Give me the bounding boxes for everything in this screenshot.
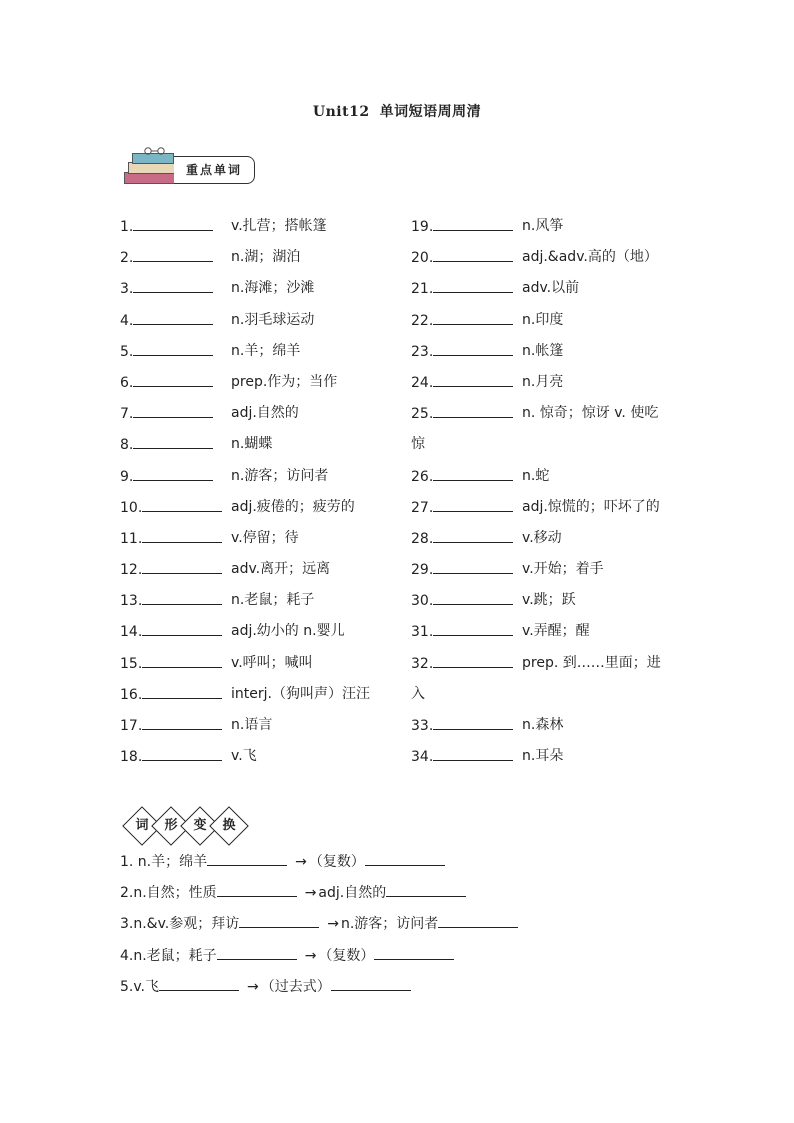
item-number: 4. [120,312,134,329]
vocab-item [120,682,390,713]
diamond-char-text: 换 [222,818,236,833]
item-number: 25. [411,406,434,423]
arrow-icon: → [295,854,307,870]
arrow-icon: → [304,885,317,902]
item-number: 18. [120,749,143,766]
item-meaning: adj.自然的 [231,405,299,422]
vocab-item [120,401,390,432]
vocab-item [120,214,390,245]
item-meaning: n. 惊奇；惊讶 v. 使吃 [522,405,659,422]
answer-blank[interactable] [433,526,513,543]
item-meaning: v.扎营；搭帐篷 [231,218,327,234]
answer-blank[interactable] [433,214,513,231]
form-suffix: adj.自然的 [318,885,387,902]
vocab-item [120,651,390,682]
item-meaning: n.海滩；沙滩 [231,280,315,297]
vocab-item [120,245,390,276]
vocab-item [120,339,390,370]
answer-blank[interactable] [433,619,513,636]
item-meaning: n.语言 [231,717,273,733]
item-number: 27. [411,499,434,516]
item-meaning: adj.幼小的 n.婴儿 [231,623,345,640]
item-number: 17. [120,718,143,734]
item-number: 13. [120,593,143,610]
item-meaning: n.蛇 [522,467,550,484]
item-number: 5. [120,343,134,360]
vocab-item [411,245,681,276]
item-number: 7. [120,406,134,423]
wrap-tail-32: 入 [411,686,425,702]
section-badge-key-words [122,148,257,190]
answer-blank[interactable] [207,849,287,866]
vocab-item [411,619,681,650]
item-number: 29. [411,562,434,579]
glasses-icon [142,147,168,155]
answer-blank[interactable] [433,245,513,262]
vocab-item [411,744,681,775]
answer-blank[interactable] [433,464,513,481]
vocab-item [411,214,681,245]
answer-blank[interactable] [433,744,513,761]
word-forms-list [120,849,518,1005]
page-title [0,101,794,121]
item-meaning: n.游客；访问者 [231,467,329,484]
form-prefix: 4.n.老鼠；耗子 [120,947,217,964]
vocab-item [411,495,681,526]
form-prefix: 3.n.&v.参观；拜访 [120,916,240,933]
item-meaning: interj.（狗叫声）汪汪 [231,685,370,702]
wrap-tail-25: 惊 [411,436,425,452]
vocab-list-right [411,214,681,775]
answer-blank[interactable] [133,276,213,293]
answer-blank[interactable] [159,974,239,991]
vocab-item [120,432,390,463]
item-number: 28. [411,530,434,547]
answer-blank[interactable] [374,943,454,960]
item-number: 21. [411,281,434,298]
item-number: 15. [120,655,143,672]
item-number: 3. [120,281,134,298]
item-meaning: adj.&adv.高的（地） [522,249,658,266]
diamond-char-text: 形 [164,818,178,833]
item-number: 14. [120,624,143,641]
answer-blank[interactable] [433,370,513,387]
item-number: 1. [120,219,134,235]
form-suffix: （复数） [318,947,375,964]
answer-blank[interactable] [239,911,319,928]
section-label: 重点单词 [174,156,255,184]
form-prefix: 1. n.羊；绵羊 [120,854,208,870]
section-badge-word-forms [124,808,244,844]
item-meaning: n.印度 [522,311,564,328]
answer-blank[interactable] [142,526,222,543]
answer-blank[interactable] [433,276,513,293]
answer-blank[interactable] [142,557,222,574]
item-number: 22. [411,312,434,329]
unit-label: Unit12 [312,104,370,120]
vocab-list-left [120,214,390,775]
item-meaning: prep. 到……里面；进 [522,654,661,671]
vocab-item [411,557,681,588]
answer-blank[interactable] [433,308,513,325]
item-number: 31. [411,624,434,641]
answer-blank[interactable] [217,943,297,960]
answer-blank[interactable] [433,339,513,356]
form-suffix: （复数） [308,854,365,870]
item-meaning: n.森林 [522,717,564,733]
item-number: 16. [120,686,143,703]
item-meaning: v.弄醒；醒 [522,623,590,640]
answer-blank[interactable] [142,682,222,699]
form-item [120,943,518,974]
item-number: 8. [120,437,134,454]
vocab-item [120,370,390,401]
answer-blank[interactable] [133,370,213,387]
form-item [120,911,518,942]
vocab-item [411,401,681,432]
answer-blank[interactable] [133,432,213,449]
item-meaning: adv.以前 [522,280,580,297]
item-number: 30. [411,593,434,610]
diamond-char-text: 词 [135,818,149,833]
item-meaning: adj.惊慌的；吓坏了的 [522,498,660,515]
answer-blank[interactable] [217,880,297,897]
form-item [120,974,518,1005]
item-number: 12. [120,562,143,579]
item-meaning: n.羊；绵羊 [231,342,301,359]
answer-blank[interactable] [142,713,222,730]
item-meaning: n.蝴蝶 [231,436,273,453]
form-prefix: 5.v.飞 [120,978,160,995]
answer-blank[interactable] [365,849,445,866]
answer-blank[interactable] [133,464,213,481]
vocab-item [411,370,681,401]
item-meaning: adj.疲倦的；疲劳的 [231,498,355,515]
item-meaning: n.耳朵 [522,748,564,765]
answer-blank[interactable] [386,880,466,897]
form-suffix: n.游客；访问者 [340,916,439,933]
item-number: 33. [411,718,434,734]
item-meaning: v.开始；着手 [522,561,604,578]
item-number: 26. [411,468,434,485]
item-meaning: v.呼叫；喊叫 [231,654,313,671]
arrow-icon: → [327,916,339,933]
vocab-item [411,308,681,339]
form-suffix: （过去式） [260,978,331,995]
arrow-icon: → [247,978,259,995]
answer-blank[interactable] [433,401,513,418]
item-meaning: prep.作为；当作 [231,373,338,390]
item-number: 32. [411,655,434,672]
item-number: 11. [120,530,143,547]
answer-blank[interactable] [142,619,222,636]
arrow-icon: → [304,947,317,964]
item-meaning: v.跳；跃 [522,592,576,609]
answer-blank[interactable] [142,744,222,761]
item-number: 23. [411,343,434,360]
vocab-item [120,276,390,307]
answer-blank[interactable] [133,245,213,262]
item-number: 20. [411,250,434,267]
answer-blank[interactable] [433,651,513,668]
vocab-item [120,744,390,775]
answer-blank[interactable] [142,588,222,605]
item-meaning: adv.离开；远离 [231,561,331,578]
answer-blank[interactable] [331,974,411,991]
answer-blank[interactable] [433,557,513,574]
item-number: 9. [120,468,134,485]
answer-blank[interactable] [133,308,213,325]
vocab-item [411,713,681,744]
answer-blank[interactable] [433,713,513,730]
item-meaning: v.飞 [231,748,257,765]
vocab-item [411,464,681,495]
title-text: 单词短语周周清 [379,104,482,120]
item-number: 34. [411,749,434,766]
item-meaning: v.移动 [522,529,562,546]
answer-blank[interactable] [433,495,513,512]
item-number: 24. [411,374,434,391]
form-prefix: 2.n.自然；性质 [120,885,217,902]
diamond-char [209,806,249,846]
vocab-item [411,526,681,557]
form-item [120,880,518,911]
item-meaning: n.帐篷 [522,342,564,359]
answer-blank[interactable] [142,651,222,668]
wrap-spacer [411,432,681,463]
vocab-item [120,713,390,744]
answer-blank[interactable] [133,339,213,356]
wrap-spacer [411,682,681,713]
answer-blank[interactable] [133,214,213,231]
vocab-item [411,651,681,682]
answer-blank[interactable] [433,588,513,605]
item-meaning: v.停留；待 [231,529,299,546]
form-item [120,849,518,880]
item-meaning: n.羽毛球运动 [231,311,315,328]
item-number: 2. [120,250,134,267]
answer-blank[interactable] [438,911,518,928]
item-meaning: n.湖；湖泊 [231,249,301,266]
vocab-item [411,276,681,307]
item-meaning: n.老鼠；耗子 [231,592,315,609]
vocab-item [120,526,390,557]
vocab-item [411,588,681,619]
vocab-item [120,588,390,619]
vocab-item [120,557,390,588]
item-number: 10. [120,499,143,516]
item-meaning: n.月亮 [522,373,564,390]
answer-blank[interactable] [133,401,213,418]
vocab-item [120,308,390,339]
diamond-char-text: 变 [193,818,207,833]
item-number: 6. [120,374,134,391]
item-number: 19. [411,219,434,235]
vocab-item [411,339,681,370]
vocab-item [120,464,390,495]
vocab-item [120,619,390,650]
answer-blank[interactable] [142,495,222,512]
vocab-item [120,495,390,526]
item-meaning: n.风筝 [522,218,564,234]
